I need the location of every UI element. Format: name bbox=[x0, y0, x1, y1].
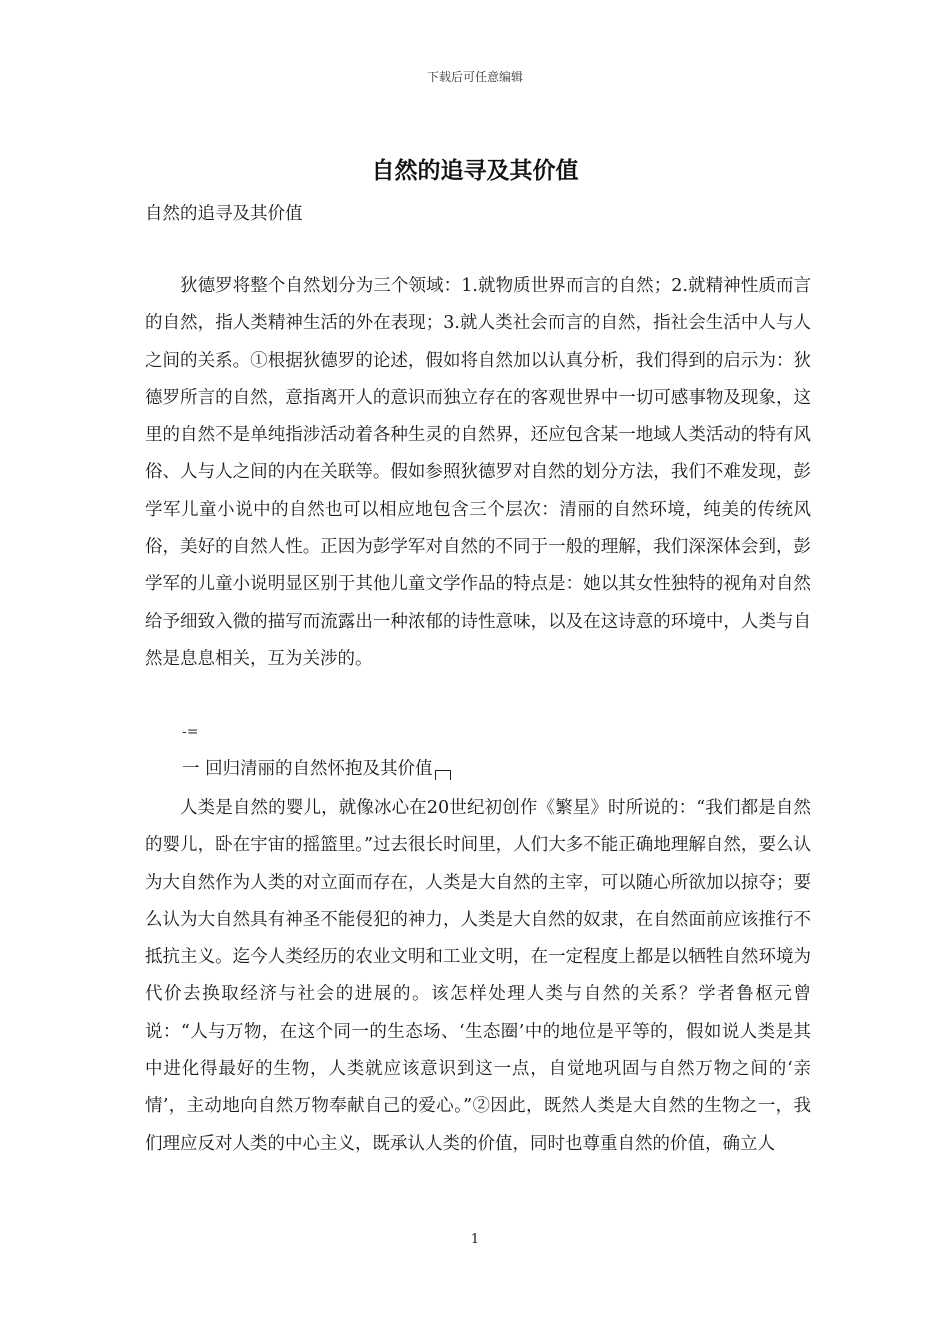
paragraph-2: 人类是自然的婴儿，就像冰心在20世纪初创作《繁星》时所说的：“我们都是自然的婴儿，卧在宇宙的摇篮里。”过去很长时间里，人们大多不能正确地理解自然，要么认为大自然作为人类的对立面而存在，人类是大自然的主宰，可以随心所欲加以掠夺；要么认为大自然具有神圣不能侵犯的神力，人类是大自然的奴隶，在自然面前应该推行不抵抗主义。迄今人类经历的农业文明和工业文明，在一定程度上都是以牺牲自然环境为代价去换取经济与社会的进展的。该怎样处理人类与自然的关系？学者鲁枢元曾说：“人与万物，在这个同一的生态场、‘生态圈’中的地位是平等的，假如说人类是其中进化得最好的生物，人类就应该意识到这一点，自觉地巩固与自然万物之间的‘亲情’，主动地向自然万物奉献自己的爱心。”②因此，既然人类是大自然的生物之一，我们理应反对人类的中心主义，既承认人类的价值，同时也尊重自然的价值，确立人 bbox=[145, 798, 811, 1154]
paragraph-1: 狄德罗将整个自然划分为三个领域：1.就物质世界而言的自然；2.就精神性质而言的自然，指人类精神生活的外在表现；3.就人类社会而言的自然，指社会生活中人与人之间的关系。①根据狄德罗的论述，假如将自然加以认真分析，我们得到的启示为：狄德罗所言的自然，意指离开人的意识而独立存在的客观世界中一切可感事物及现象，这里的自然不是单纯指涉活动着各种生灵的自然界，还应包含某一地域人类活动的特有风俗、人与人之间的内在关联等。假如参照狄德罗对自然的划分方法，我们不难发现，彭学军儿童小说中的自然也可以相应地包含三个层次：清丽的自然环境，纯美的传统风俗，美好的自然人性。正因为彭学军对自然的不同于一般的理解，我们深深体会到，彭学军的儿童小说明显区别于其他儿童文学作品的特点是：她以其女性独特的视角对自然给予细致入微的描写而流露出一种浓郁的诗性意味，以及在这诗意的环境中，人类与自然是息息相关，互为关涉的。 bbox=[145, 276, 811, 669]
edit-mark-icon bbox=[435, 770, 451, 780]
paragraph-block-1 bbox=[145, 268, 811, 678]
document-subtitle: 自然的追寻及其价值 bbox=[145, 204, 303, 224]
section-heading-text: 一 回归清丽的自然怀抱及其价值 bbox=[182, 759, 433, 779]
section-mark: -= bbox=[182, 724, 199, 740]
section-heading bbox=[182, 755, 451, 780]
header-note: 下载后可任意编辑 bbox=[426, 70, 523, 84]
document-title: 自然的追寻及其价值 bbox=[371, 158, 579, 184]
paragraph-block-2 bbox=[145, 790, 811, 1163]
page-number: 1 bbox=[470, 1232, 480, 1247]
